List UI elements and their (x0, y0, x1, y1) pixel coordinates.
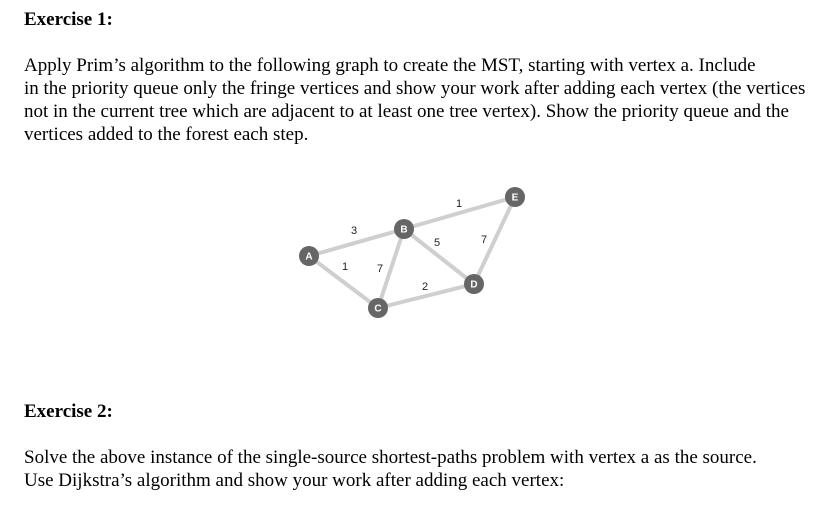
edge-weight-b-c: 7 (376, 263, 384, 275)
vertex-label-e: E (511, 192, 519, 204)
graph-edges (309, 197, 515, 308)
edge-weight-b-e: 1 (455, 198, 463, 210)
exercise-1-line: Apply Prim’s algorithm to the following graph to create the MST, starting with vertex a. Include (24, 55, 756, 76)
edge-weight-d-e: 7 (480, 234, 488, 246)
exercise-2-heading: Exercise 2: (24, 401, 113, 422)
exercise-2-line: Use Dijkstra’s algorithm and show your work after adding each vertex: (24, 470, 565, 491)
exercise-2-text (24, 446, 800, 492)
exercise-1-line: not in the current tree which are adjacent to at least one tree vertex). Show the priority queue and the (24, 101, 789, 122)
exercise-1-line: vertices added to the forest each step. (24, 124, 309, 145)
vertex-label-a: A (305, 251, 313, 263)
edge-weight-b-d: 5 (433, 237, 441, 249)
edge-weight-c-d: 2 (421, 281, 429, 293)
edge-weight-a-c: 1 (341, 261, 349, 273)
vertex-label-d: D (470, 279, 478, 291)
vertex-label-c: C (374, 303, 382, 315)
vertex-label-b: B (400, 224, 408, 236)
exercise-1-line: in the priority queue only the fringe vertices and show your work after adding each vertex (the vertices (24, 78, 806, 99)
exercise-2-line: Solve the above instance of the single-source shortest-paths problem with vertex a as the source. (24, 447, 757, 468)
exercise-1-heading: Exercise 1: (24, 9, 113, 30)
edge-weight-a-b: 3 (350, 225, 358, 237)
